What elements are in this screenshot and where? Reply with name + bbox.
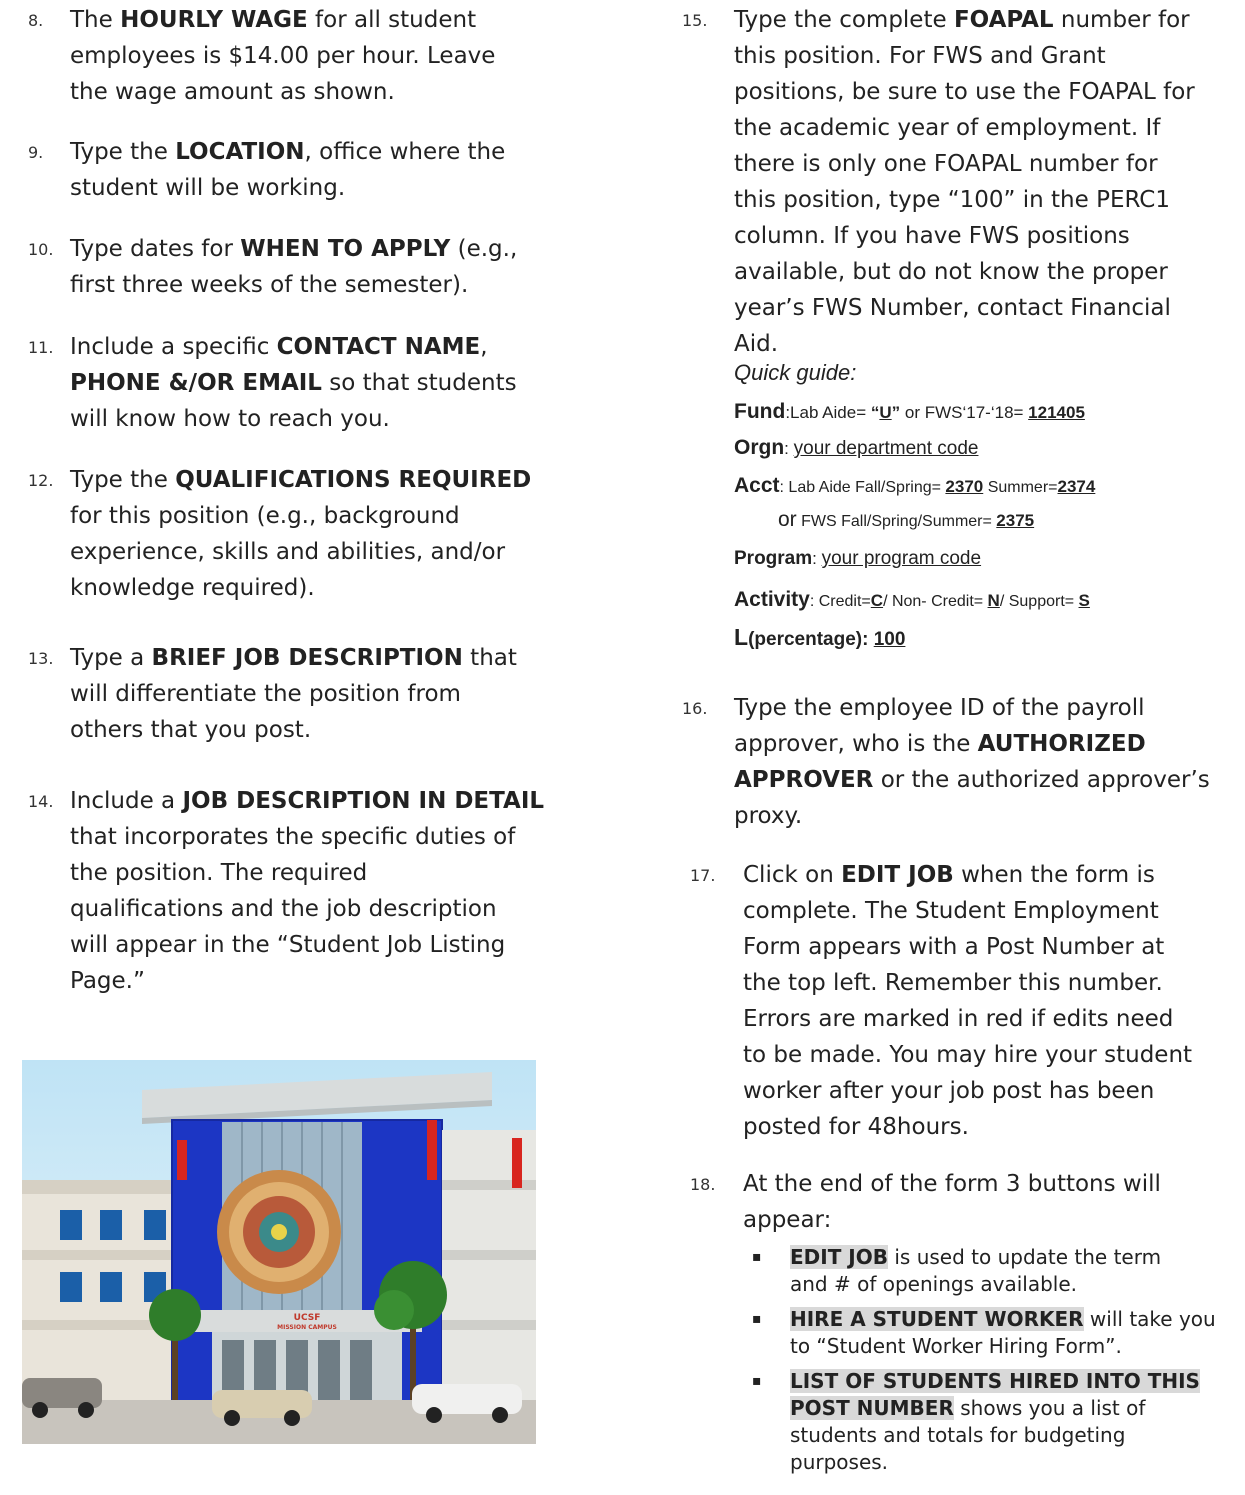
- keyword: JOB DESCRIPTION IN DETAIL: [182, 788, 545, 814]
- text: the wage amount as shown.: [70, 79, 395, 105]
- guide-key: Fund: [734, 400, 786, 423]
- text: Aid.: [734, 331, 779, 357]
- step-number: 16.: [682, 699, 708, 718]
- step-number: 12.: [28, 471, 54, 490]
- text: or: [778, 508, 797, 531]
- keyword: AUTHORIZED: [977, 731, 1146, 757]
- guide-key: L: [734, 624, 749, 650]
- text: to “Student Worker Hiring Form”.: [790, 1334, 1122, 1358]
- text: :: [784, 439, 794, 458]
- text: (percentage):: [748, 629, 874, 650]
- text: qualifications and the job description: [70, 896, 497, 922]
- text: will appear in the “Student Job Listing: [70, 932, 506, 958]
- text: will take you: [1083, 1307, 1216, 1331]
- text: this position, type “100” in the PERC1: [734, 187, 1171, 213]
- text: this position. For FWS and Grant: [734, 43, 1106, 69]
- text: for this position (e.g., background: [70, 503, 460, 529]
- code-value: 2374: [1057, 477, 1096, 496]
- text: so that students: [321, 370, 517, 396]
- text: appear:: [743, 1207, 832, 1233]
- text: Type dates for: [70, 236, 241, 262]
- text: “: [870, 403, 880, 422]
- code-value: C: [870, 591, 884, 610]
- text: there is only one FOAPAL number for: [734, 151, 1158, 177]
- text: Page.”: [70, 968, 145, 994]
- text: will know how to reach you.: [70, 406, 390, 432]
- text: the position. The required: [70, 860, 368, 886]
- text: positions, be sure to use the FOAPAL for: [734, 79, 1195, 105]
- step-number: 14.: [28, 792, 54, 811]
- text: Type a: [70, 645, 152, 671]
- step-number: 11.: [28, 338, 54, 357]
- text: :Lab Aide=: [785, 403, 871, 422]
- text: will differentiate the position from: [70, 681, 461, 707]
- text: or FWS‘17-‘18=: [900, 403, 1029, 422]
- text: that: [462, 645, 517, 671]
- step-number: 13.: [28, 649, 54, 668]
- keyword: BRIEF JOB DESCRIPTION: [151, 645, 463, 671]
- text: Click on: [743, 862, 842, 888]
- text: available, but do not know the proper: [734, 259, 1168, 285]
- campus-building-photo: [22, 1060, 536, 1444]
- guide-program: [734, 548, 981, 570]
- step-number: 10.: [28, 240, 54, 259]
- bullet-icon: ▪: [752, 1249, 762, 1265]
- code-value: S: [1078, 591, 1090, 610]
- text: complete. The Student Employment: [743, 898, 1159, 924]
- text: Summer=: [983, 479, 1058, 496]
- button-label-post-number: POST NUMBER: [790, 1396, 954, 1420]
- building-illustration: [22, 1060, 536, 1444]
- text: experience, skills and abilities, and/or: [70, 539, 506, 565]
- text: Include a specific: [70, 334, 277, 360]
- text: ,: [480, 334, 488, 360]
- guide-acct-or: [778, 508, 1034, 532]
- text: Type the: [70, 467, 176, 493]
- text: purposes.: [790, 1450, 889, 1474]
- guide-key: Orgn: [734, 436, 785, 459]
- text: FWS Fall/Spring/Summer=: [796, 513, 997, 530]
- text: Type the complete: [734, 7, 954, 33]
- guide-orgn: [734, 436, 978, 460]
- button-label-hire-student: HIRE A STUDENT WORKER: [790, 1307, 1084, 1331]
- text: shows you a list of: [953, 1396, 1146, 1420]
- text: that incorporates the specific duties of: [70, 824, 516, 850]
- text: or the authorized approver’s: [873, 767, 1210, 793]
- text: proxy.: [734, 803, 803, 829]
- text: student will be working.: [70, 175, 346, 201]
- code-value: 121405: [1028, 403, 1085, 422]
- code-value: your program code: [821, 548, 982, 569]
- keyword: FOAPAL: [953, 7, 1054, 33]
- code-value: 2370: [945, 477, 984, 496]
- text: :: [850, 360, 857, 385]
- text: posted for 48hours.: [743, 1114, 969, 1140]
- guide-key: Acct: [734, 474, 780, 497]
- text: :: [812, 549, 822, 568]
- text: the academic year of employment. If: [734, 115, 1161, 141]
- keyword: WHEN TO APPLY: [240, 236, 451, 262]
- text: employees is $14.00 per hour. Leave: [70, 43, 496, 69]
- text: the top left. Remember this number.: [743, 970, 1163, 996]
- text: ”: [891, 403, 901, 422]
- step-number: 18.: [690, 1175, 716, 1194]
- sign-letters: UCSF: [293, 1313, 321, 1323]
- code-value: 100: [873, 629, 906, 650]
- text: At the end of the form 3 buttons will: [743, 1171, 1161, 1197]
- guide-key: Program: [734, 548, 813, 569]
- text: to be made. You may hire your student: [743, 1042, 1193, 1068]
- keyword: EDIT JOB: [841, 862, 954, 888]
- keyword: HOURLY WAGE: [120, 7, 308, 33]
- guide-percentage: [734, 624, 905, 651]
- keyword: APPROVER: [734, 767, 874, 793]
- text: Include a: [70, 788, 183, 814]
- step-number: 9.: [28, 143, 44, 162]
- text: and # of openings available.: [790, 1272, 1077, 1296]
- text: Type the employee ID of the payroll: [734, 695, 1145, 721]
- text: : Lab Aide Fall/Spring=: [779, 479, 946, 496]
- text: students and totals for budgeting: [790, 1423, 1126, 1447]
- text: Form appears with a Post Number at: [743, 934, 1165, 960]
- text: is used to update the term: [888, 1245, 1162, 1269]
- keyword: PHONE &/OR EMAIL: [70, 370, 322, 396]
- text: Errors are marked in red if edits need: [743, 1006, 1174, 1032]
- text: / Support=: [999, 593, 1079, 610]
- text: worker after your job post has been: [743, 1078, 1155, 1104]
- text: column. If you have FWS positions: [734, 223, 1130, 249]
- sign-subtitle: MISSION CAMPUS: [277, 1324, 337, 1331]
- keyword: CONTACT NAME: [276, 334, 481, 360]
- guide-title: Quick guide: [734, 360, 851, 385]
- keyword: QUALIFICATIONS REQUIRED: [175, 467, 532, 493]
- step-number: 17.: [690, 866, 716, 885]
- guide-activity: [734, 588, 1090, 612]
- text: , office where the: [304, 139, 506, 165]
- button-label-edit-job: EDIT JOB: [790, 1245, 888, 1269]
- code-value: 2375: [996, 511, 1035, 530]
- step-number: 15.: [682, 11, 708, 30]
- button-label-list-students: LIST OF STUDENTS HIRED INTO THIS: [790, 1369, 1200, 1393]
- text: The: [70, 7, 121, 33]
- guide-key: Activity: [734, 588, 810, 611]
- text: year’s FWS Number, contact Financial: [734, 295, 1171, 321]
- guide-acct: [734, 474, 1095, 498]
- text: : Credit=: [809, 593, 871, 610]
- text: for all student: [307, 7, 477, 33]
- code-value: your department code: [793, 438, 979, 459]
- step-number: 8.: [28, 11, 44, 30]
- code-value: N: [987, 591, 1000, 610]
- text: when the form is: [953, 862, 1155, 888]
- text: others that you post.: [70, 717, 312, 743]
- text: Type the: [70, 139, 176, 165]
- text: approver, who is the: [734, 731, 978, 757]
- text: (e.g.,: [450, 236, 518, 262]
- code-value: U: [879, 403, 892, 422]
- text: first three weeks of the semester).: [70, 272, 469, 298]
- text: / Non- Credit=: [883, 593, 988, 610]
- bullet-icon: ▪: [752, 1311, 762, 1327]
- keyword: LOCATION: [175, 139, 305, 165]
- text: number for: [1053, 7, 1190, 33]
- guide-fund: [734, 400, 1085, 424]
- bullet-icon: ▪: [752, 1373, 762, 1389]
- text: knowledge required).: [70, 575, 315, 601]
